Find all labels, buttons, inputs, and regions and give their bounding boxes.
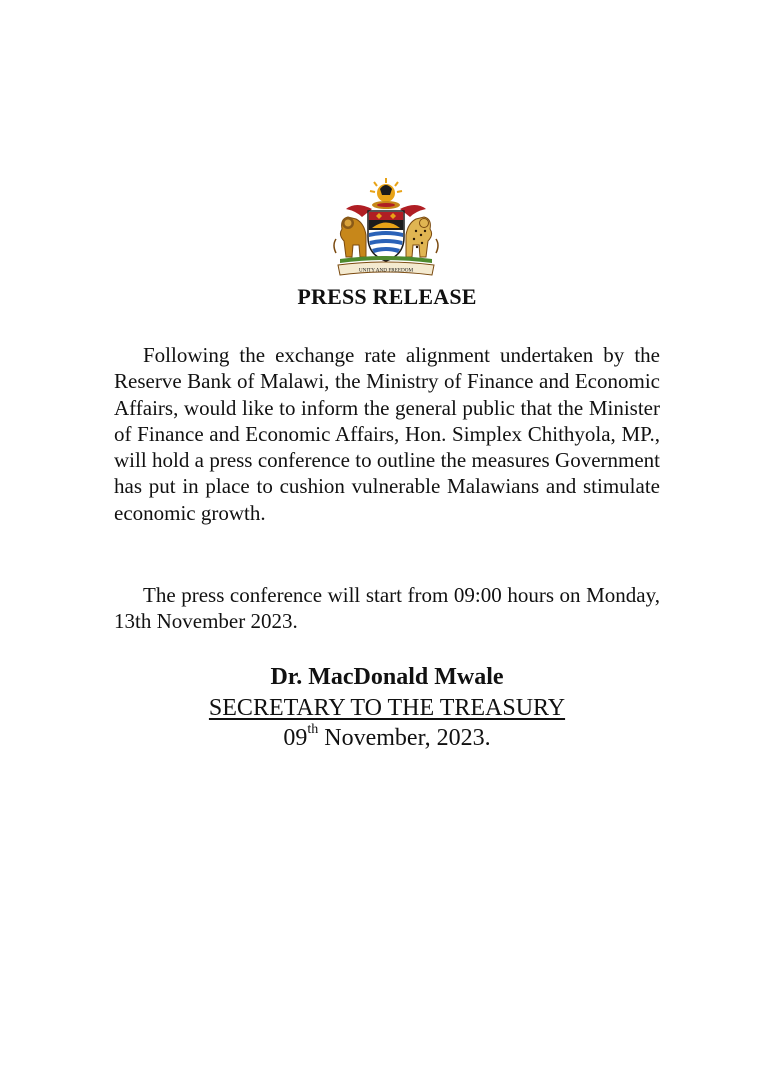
motto-text: UNITY AND FREEDOM	[358, 267, 414, 274]
motto-scroll-icon	[338, 262, 434, 275]
signature-date	[0, 723, 774, 754]
leopard-supporter-icon	[406, 217, 438, 257]
coat-of-arms-emblem	[326, 175, 446, 279]
date-rest: November, 2023.	[318, 725, 491, 751]
date-day: 09	[283, 725, 308, 751]
sun-crest-icon	[370, 178, 402, 202]
date-suffix: th	[307, 722, 319, 737]
document-title: PRESS RELEASE	[297, 284, 477, 309]
body-paragraph-1: Following the exchange rate alignment undertaken by the Reserve Bank of Malawi, the Ministry of Finance and Economic Affairs, would like to inform the general public that the Minister of Finance and Economic Affairs, Hon. Simplex Chithyola, MP., will hold a press conference to outline the measures Government has put in place to cushion vulnerable Malawians and stimulate economic growth.	[114, 343, 660, 525]
body-paragraph-2: The press conference will start from 09:00 hours on Monday, 13th November 2023.	[114, 583, 660, 634]
signature-block	[0, 662, 774, 754]
signatory-title: SECRETARY TO THE TREASURY	[208, 694, 566, 721]
shield-icon	[368, 211, 404, 261]
signatory-name: Dr. MacDonald Mwale	[270, 664, 504, 690]
lion-supporter-icon	[334, 217, 366, 257]
